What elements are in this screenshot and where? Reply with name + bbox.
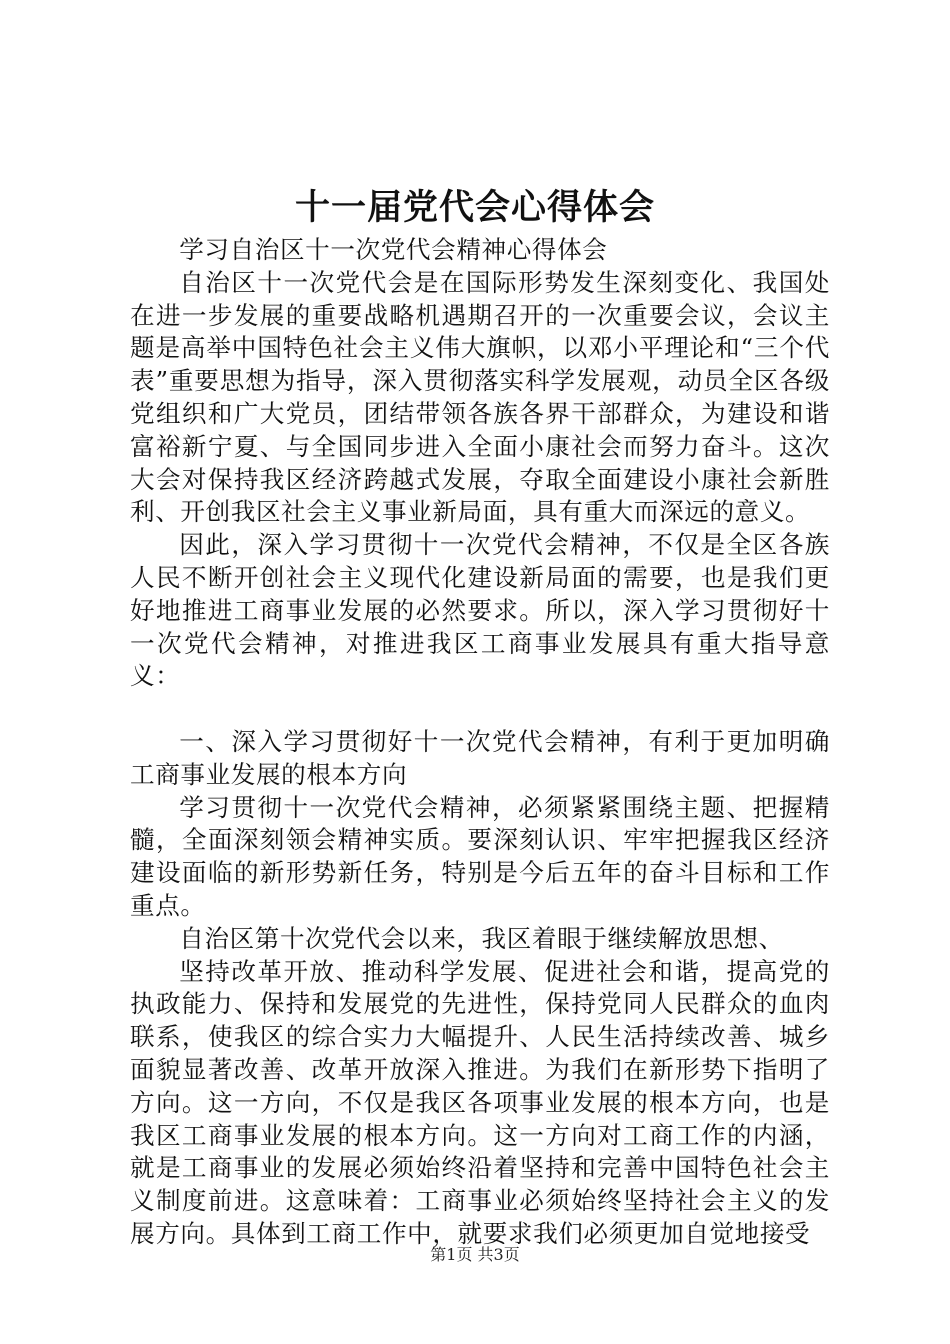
subtitle-paragraph: 学习自治区十一次党代会精神心得体会	[179, 235, 608, 264]
document-body	[130, 234, 830, 1251]
document-title: 十一届党代会心得体会	[294, 187, 655, 228]
body-paragraph: 因此，深入学习贯彻十一次党代会精神，不仅是全区各族人民不断开创社会主义现代化建设新局面的需要，也是我们更好地推进工商事业发展的必然要求。所以，深入学习贯彻好十一次党代会精神，对推进我区工商事业发展具有重大指导意义：	[130, 530, 830, 691]
paragraph-spacer	[130, 693, 830, 726]
page-footer: 第1页 共3页	[430, 1245, 520, 1264]
body-paragraph: 学习贯彻十一次党代会精神，必须紧紧围绕主题、把握精髓，全面深刻领会精神实质。要深刻认识、牢牢把握我区经济建设面临的新形势新任务，特别是今后五年的奋斗目标和工作重点。	[130, 792, 830, 920]
body-paragraph: 坚持改革开放、推动科学发展、促进社会和谐，提高党的执政能力、保持和发展党的先进性，保持党同人民群众的血肉联系，使我区的综合实力大幅提升、人民生活持续改善、城乡面貌显著改善、改革开放深入推进。为我们在新形势下指明了方向。这一方向，不仅是我区各项事业发展的根本方向，也是我区工商事业发展的根本方向。这一方向对工商工作的内涵，就是工商事业的发展必须始终沿着坚持和完善中国特色社会主义制度前进。这意味着：工商事业必须始终坚持社会主义的发展方向。具体到工商工作中，就要求我们必须更加自觉地接受	[130, 956, 830, 1248]
body-paragraph: 自治区十一次党代会是在国际形势发生深刻变化、我国处在进一步发展的重要战略机遇期召开的一次重要会议，会议主题是高举中国特色社会主义伟大旗帜，以邓小平理论和“三个代表”重要思想为指导，深入贯彻落实科学发展观，动员全区各级党组织和广大党员，团结带领各族各界干部群众，为建设和谐富裕新宁夏、与全国同步进入全面小康社会而努力奋斗。这次大会对保持我区经济跨越式发展，夺取全面建设小康社会新胜利、开创我区社会主义事业新局面，具有重大而深远的意义。	[130, 267, 830, 527]
body-paragraph: 自治区第十次党代会以来，我区着眼于继续解放思想、	[179, 923, 784, 953]
section-heading: 一、深入学习贯彻好十一次党代会精神，有利于更加明确工商事业发展的根本方向	[130, 726, 830, 789]
